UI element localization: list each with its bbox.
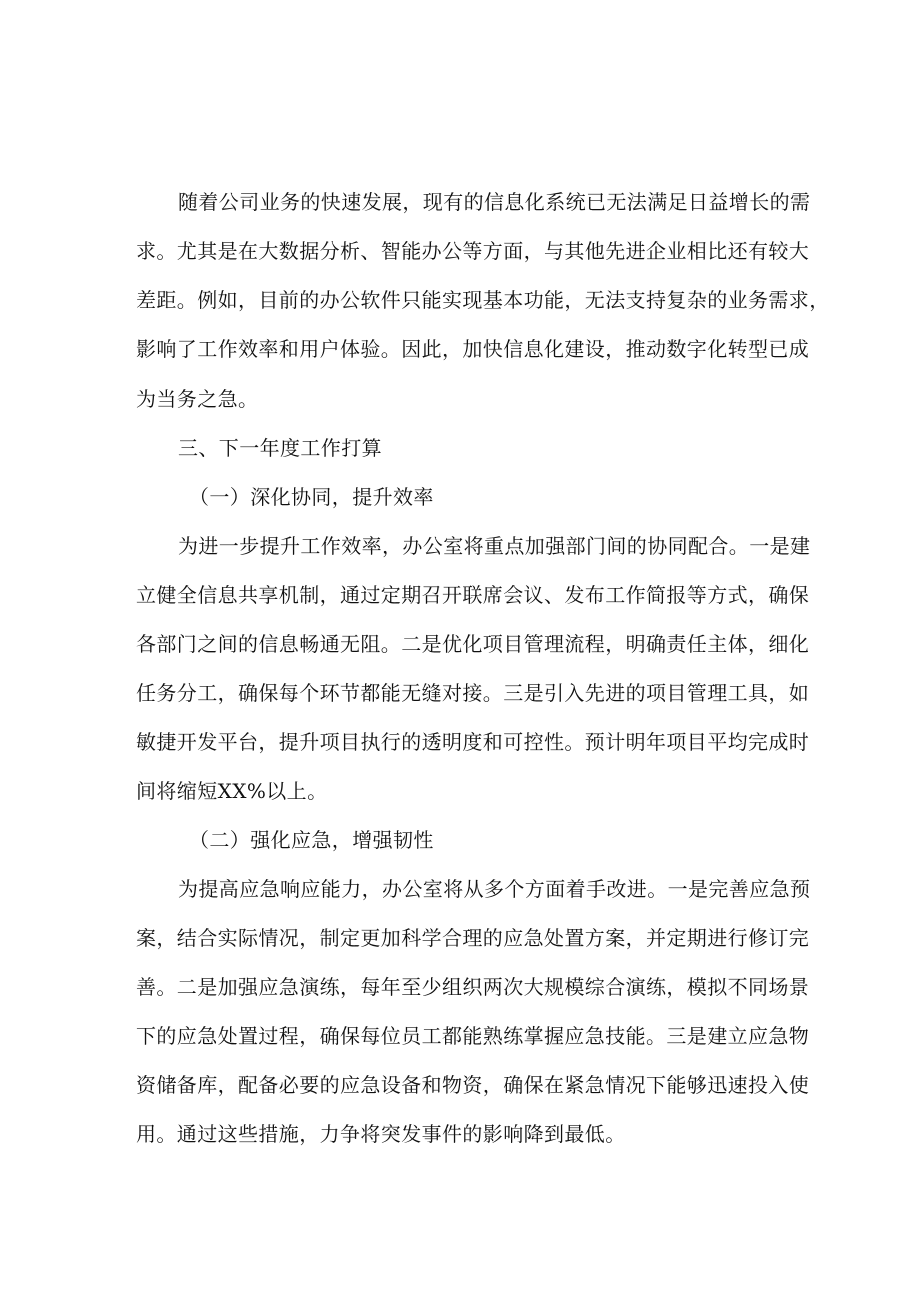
paragraph-2-line-2: 立健全信息共享机制，通过定期召开联席会议、发布工作简报等方式，确保 <box>136 583 810 607</box>
paragraph-3-line-3: 善。二是加强应急演练，每年至少组织两次大规模综合演练，模拟不同场景 <box>136 975 810 999</box>
paragraph-3-line-2: 案，结合实际情况，制定更加科学合理的应急处置方案，并定期进行修订完 <box>136 926 810 950</box>
paragraph-1-line-3: 差距。例如，目前的办公软件只能实现基本功能，无法支持复杂的业务需求， <box>136 288 830 312</box>
paragraph-2-line-4: 任务分工，确保每个环节都能无缝对接。三是引入先进的项目管理工具，如 <box>136 681 810 705</box>
paragraph-1-line-2: 求。尤其是在大数据分析、智能办公等方面，与其他先进企业相比还有较大 <box>136 239 810 263</box>
paragraph-2-line-1: 为进一步提升工作效率，办公室将重点加强部门间的协同配合。一是建 <box>178 534 811 558</box>
paragraph-2-line-5: 敏捷开发平台，提升项目执行的透明度和可控性。预计明年项目平均完成时 <box>136 730 810 754</box>
paragraph-2-line-3: 各部门之间的信息畅通无阻。二是优化项目管理流程，明确责任主体，细化 <box>136 632 810 656</box>
paragraph-1-line-5: 为当务之急。 <box>136 387 259 411</box>
subheading-2: （二）强化应急，增强韧性 <box>189 828 434 852</box>
paragraph-1-line-1: 随着公司业务的快速发展，现有的信息化系统已无法满足日益增长的需 <box>178 190 811 214</box>
paragraph-3-line-6: 用。通过这些措施，力争将突发事件的影响降到最低。 <box>136 1122 626 1146</box>
paragraph-3-line-4: 下的应急处置过程，确保每位员工都能熟练掌握应急技能。三是建立应急物 <box>136 1024 810 1048</box>
subheading-1: （一）深化协同，提升效率 <box>189 485 434 509</box>
paragraph-2-line-6: 间将缩短XX%以上。 <box>136 779 328 803</box>
paragraph-1-line-4: 影响了工作效率和用户体验。因此，加快信息化建设，推动数字化转型已成 <box>136 337 810 361</box>
paragraph-3-line-5: 资储备库，配备必要的应急设备和物资，确保在紧急情况下能够迅速投入使 <box>136 1073 810 1097</box>
paragraph-3-line-1: 为提高应急响应能力，办公室将从多个方面着手改进。一是完善应急预 <box>178 877 811 901</box>
section-heading: 三、下一年度工作打算 <box>178 436 382 460</box>
